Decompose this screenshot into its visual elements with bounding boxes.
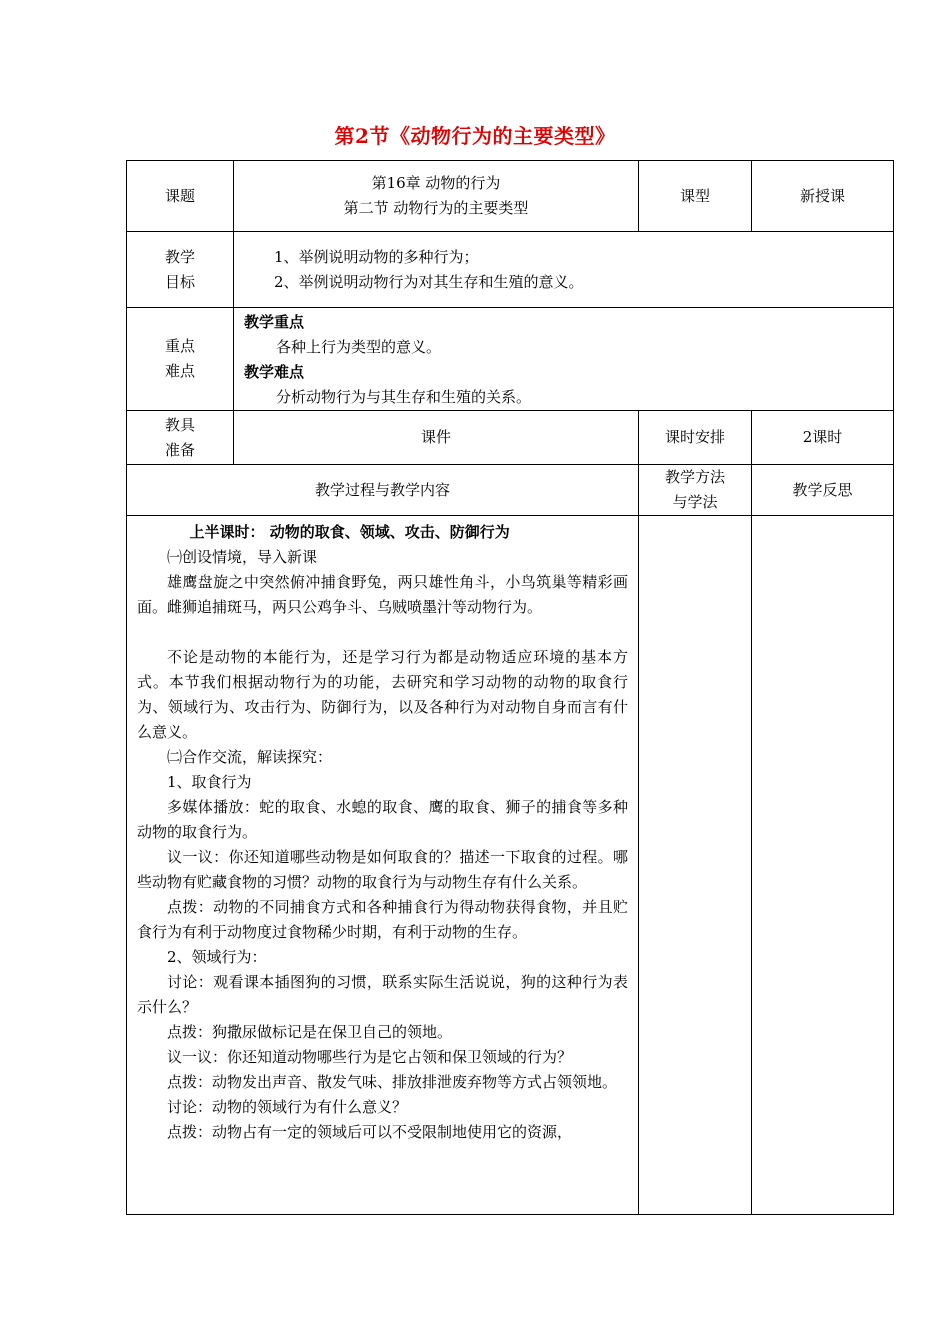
lesson-plan-table (126, 160, 894, 1215)
tools-value: 课件 (234, 411, 639, 465)
schedule-value: 2课时 (752, 411, 894, 465)
paragraph: 讨论：观看课本插图狗的习惯，联系实际生活说说，狗的这种行为表示什么？ (137, 973, 628, 1016)
row-key-points (127, 308, 894, 411)
row-tools (127, 411, 894, 465)
blank-line (137, 620, 628, 645)
goals-label-line2: 目标 (164, 272, 195, 291)
paragraph: 议一议：你还知道哪些动物是如何取食的？描述一下取食的过程。哪些动物有贮藏食物的习惯？动物的取食行为与动物生存有什么关系。 (137, 848, 628, 891)
paragraph: 议一议：你还知道动物哪些行为是它占领和保卫领域的行为？ (167, 1048, 573, 1066)
process-header: 教学过程与教学内容 (127, 465, 639, 516)
keypoints-label-line2: 难点 (164, 362, 195, 380)
paragraph: 1、取食行为 (167, 773, 252, 791)
row-process-header (127, 465, 894, 516)
goal-1: 1、举例说明动物的多种行为； (274, 247, 479, 266)
paragraph: 2、领域行为： (167, 948, 267, 966)
tools-label-line1: 教具 (164, 415, 195, 434)
paragraph: 讨论：动物的领域行为有什么意义？ (167, 1098, 408, 1116)
keypoints-label-line1: 重点 (164, 337, 195, 355)
difficulty-heading: 教学难点 (244, 363, 305, 381)
key-text: 各种上行为类型的意义。 (276, 338, 442, 356)
topic-chapter: 第16章 动物的行为 (371, 174, 501, 192)
goal-2: 2、举例说明动物行为对其生存和生殖的意义。 (274, 272, 584, 291)
method-header-line1: 教学方法 (664, 468, 725, 486)
page-title: 第2节《动物行为的主要类型》 (334, 124, 616, 148)
goals-label-line1: 教学 (164, 247, 195, 266)
paragraph: ㈡合作交流，解读探究： (167, 748, 333, 766)
method-header (639, 465, 752, 516)
goals-label (127, 232, 234, 308)
tools-label (127, 411, 234, 465)
keypoints-content (234, 308, 894, 411)
keypoints-label (127, 308, 234, 411)
method-column-empty (639, 516, 752, 1215)
paragraph: 点拨：狗撒尿做标记是在保卫自己的领地。 (167, 1023, 453, 1041)
process-content (127, 516, 639, 1215)
difficulty-text: 分析动物行为与其生存和生殖的关系。 (276, 388, 532, 406)
row-topic (127, 161, 894, 232)
paragraph: 点拨：动物占有一定的领域后可以不受限制地使用它的资源， (167, 1123, 573, 1141)
method-header-line2: 与学法 (672, 493, 718, 511)
paragraph: 点拨：动物发出声音、散发气味、排放排泄废弃物等方式占领领地。 (167, 1073, 618, 1091)
row-process-body (127, 516, 894, 1215)
topic-section: 第二节 动物行为的主要类型 (343, 199, 529, 217)
paragraph: 点拨：动物的不同捕食方式和各种捕食行为得动物获得食物，并且贮食行为有利于动物度过食物稀少时期，有利于动物的生存。 (137, 898, 628, 941)
reflection-header: 教学反思 (752, 465, 894, 516)
paragraph: 多媒体播放：蛇的取食、水螅的取食、鹰的取食、狮子的捕食等多种动物的取食行为。 (137, 798, 628, 841)
tools-label-line2: 准备 (164, 440, 195, 459)
topic-cell (234, 161, 639, 232)
schedule-label: 课时安排 (639, 411, 752, 465)
paragraph: ㈠创设情境，导入新课 (167, 548, 318, 566)
goals-content (234, 232, 894, 308)
reflection-column-empty (752, 516, 894, 1215)
paragraph: 不论是动物的本能行为，还是学习行为都是动物适应环境的基本方式。本节我们根据动物行为的功能，去研究和学习动物的动物的取食行为、领域行为、攻击行为、防御行为，以及各种行为对动物自身而言有什么意义。 (137, 648, 628, 741)
paragraph: 雄鹰盘旋之中突然俯冲捕食野兔，两只雄性角斗，小鸟筑巢等精彩画面。雌狮追捕斑马，两只公鸡争斗、乌贼喷墨汁等动物行为。 (137, 573, 628, 616)
lesson-type-label: 课型 (639, 161, 752, 232)
row-goals (127, 232, 894, 308)
topic-label: 课题 (127, 161, 234, 232)
key-heading: 教学重点 (244, 313, 305, 331)
section-subtitle: 上半课时： 动物的取食、领域、攻击、防御行为 (189, 523, 510, 541)
lesson-type-value: 新授课 (752, 161, 894, 232)
